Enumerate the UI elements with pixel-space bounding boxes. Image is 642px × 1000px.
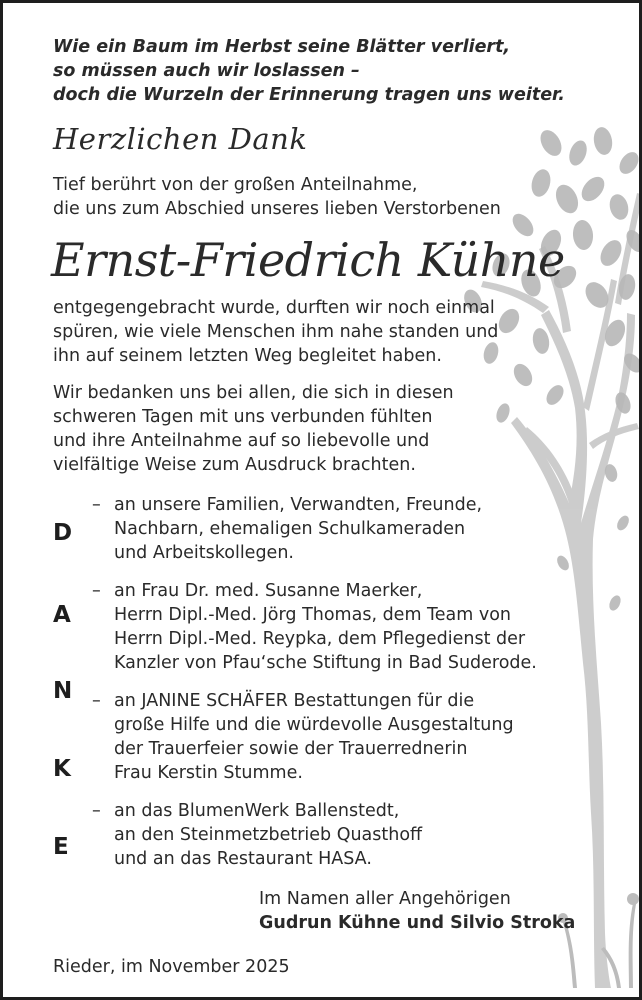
thanks-item (92, 579, 537, 675)
thanks-item (92, 689, 514, 785)
thanks-item (92, 799, 422, 871)
thanks-heading: Herzlichen Dank (53, 122, 308, 156)
dash: – (92, 581, 101, 601)
paragraph-line: vielfältige Weise zum Ausdruck brachten. (53, 455, 416, 475)
thanks-line: Nachbarn, ehemaligen Schulkameraden (114, 519, 466, 539)
motto-line: so müssen auch wir loslassen – (53, 61, 360, 81)
thanks-line: an JANINE SCHÄFER Bestattungen für die (114, 691, 475, 711)
intro-line: Tief berührt von der großen Anteilnahme, (53, 175, 418, 195)
thanks-line: und Arbeitskollegen. (114, 543, 294, 563)
thanks-line: Kanzler von Pfau‘sche Stiftung in Bad Suderode. (114, 653, 537, 673)
thanks-line: Herrn Dipl.-Med. Reypka, dem Pflegedienst der (114, 629, 526, 649)
paragraph-three (53, 381, 454, 477)
paragraph-line: Wir bedanken uns bei allen, die sich in diesen (53, 383, 454, 403)
danke-letter-n: N (53, 678, 73, 704)
dash: – (92, 691, 101, 711)
thanks-item (92, 493, 482, 565)
paragraph-line: spüren, wie viele Menschen ihm nahe standen und (53, 322, 499, 342)
paragraph-line: entgegengebracht wurde, durften wir noch einmal (53, 298, 495, 318)
signature-line: Im Namen aller Angehörigen (259, 889, 511, 909)
danke-letter-e: E (53, 834, 69, 860)
thanks-line: an das BlumenWerk Ballenstedt, (114, 801, 400, 821)
thanks-line: Frau Kerstin Stumme. (114, 763, 303, 783)
signature-names: Gudrun Kühne und Silvio Stroka (259, 913, 576, 933)
danke-letter-a: A (53, 602, 71, 628)
dash: – (92, 495, 101, 515)
place-date: Rieder, im November 2025 (53, 957, 290, 977)
danke-letter-d: D (53, 520, 73, 546)
dash: – (92, 801, 101, 821)
paragraph-two (53, 296, 498, 368)
paragraph-line: schweren Tagen mit uns verbunden fühlten (53, 407, 433, 427)
thanks-line: große Hilfe und die würdevolle Ausgestaltung (114, 715, 514, 735)
thanks-line: der Trauerfeier sowie der Trauerrednerin (114, 739, 468, 759)
signature-block (259, 887, 575, 935)
motto-line: Wie ein Baum im Herbst seine Blätter verliert, (53, 37, 511, 57)
deceased-name: Ernst-Friedrich Kühne (51, 233, 565, 287)
intro-line: die uns zum Abschied unseres lieben Verstorbenen (53, 199, 501, 219)
thanks-line: an den Steinmetzbetrieb Quasthoff (114, 825, 423, 845)
thanks-line: an Frau Dr. med. Susanne Maerker, (114, 581, 423, 601)
thanks-line: Herrn Dipl.-Med. Jörg Thomas, dem Team von (114, 605, 512, 625)
paragraph-line: und ihre Anteilnahme auf so liebevolle und (53, 431, 430, 451)
thanks-line: an unsere Familien, Verwandten, Freunde, (114, 495, 483, 515)
danke-letter-k: K (53, 756, 71, 782)
intro-paragraph (53, 173, 501, 221)
motto-line: doch die Wurzeln der Erinnerung tragen uns weiter. (53, 85, 565, 105)
thanks-line: und an das Restaurant HASA. (114, 849, 372, 869)
paragraph-line: ihn auf seinem letzten Weg begleitet haben. (53, 346, 442, 366)
motto (53, 35, 613, 107)
